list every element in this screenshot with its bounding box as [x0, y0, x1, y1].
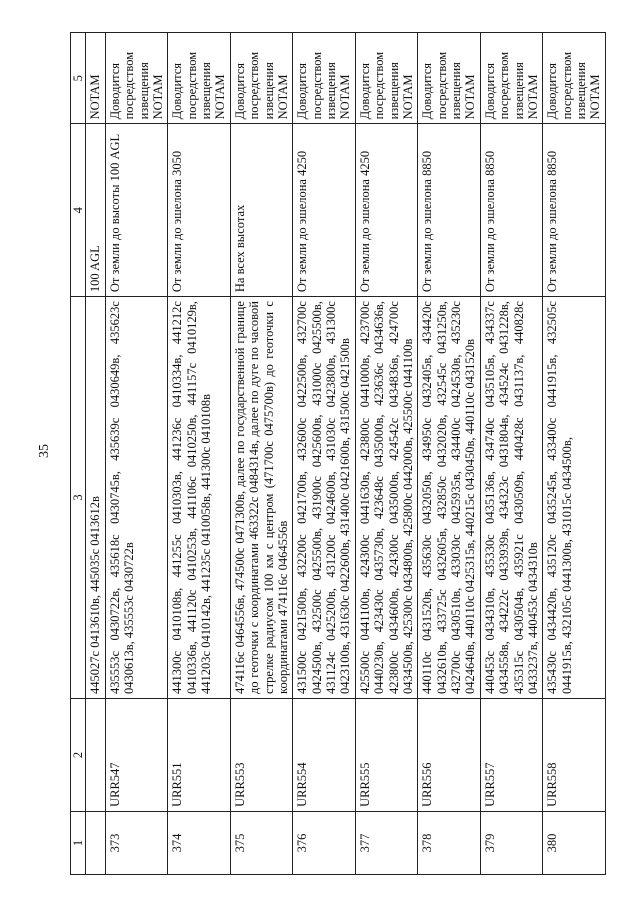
table-row — [105, 33, 168, 875]
zone-code: URR558 — [543, 698, 606, 811]
zone-altitude: От земли до эшелона 4250 — [293, 124, 356, 297]
zone-coordinates: 445027с 0413610в, 445035с 0413612в — [86, 297, 105, 699]
zone-code: URR547 — [105, 698, 168, 811]
zone-notice: Доводится посредством извещения NOTAM — [293, 33, 356, 124]
table-row — [543, 33, 606, 875]
zone-altitude: От земли до эшелона 8850 — [480, 124, 543, 297]
zone-coordinates: 441300с 0410108в, 441255с 0410303в, 441236с 0410334в, 441212с 0410336в, 441120с 0410253в, 441106с 0410250в, 441157с 0410129в, 441203с 0410142в, 441235с 0410058в, 441300с 0410108в — [168, 297, 231, 699]
table-row — [293, 33, 356, 875]
row-number: 380 — [543, 811, 606, 874]
zone-notice: NOTAM — [86, 33, 105, 124]
column-header: 5 — [71, 33, 86, 124]
table-row — [86, 33, 105, 875]
zone-notice: Доводится посредством извещения NOTAM — [105, 33, 168, 124]
restricted-zones-table — [70, 32, 606, 875]
row-number: 375 — [230, 811, 293, 874]
zone-code: URR551 — [168, 698, 231, 811]
column-header: 1 — [71, 811, 86, 874]
zone-altitude: На всех высотах — [230, 124, 293, 297]
table-row — [168, 33, 231, 875]
row-number: 378 — [418, 811, 481, 874]
zone-altitude: От земли до высоты 100 AGL — [105, 124, 168, 297]
column-header: 4 — [71, 124, 86, 297]
zone-altitude: От земли до эшелона 4250 — [355, 124, 418, 297]
document-table-container — [70, 32, 603, 875]
page-number: 35 — [37, 444, 52, 458]
zone-coordinates: 435553с 0430722в, 435618с 0430745в, 435639с 0430649в, 435623с 0430613в, 435553с 0430722в — [105, 297, 168, 699]
zone-code — [86, 698, 105, 811]
zone-notice: Доводится посредством извещения NOTAM — [418, 33, 481, 124]
table-header-row — [71, 33, 86, 875]
zone-altitude: От земли до эшелона 3050 — [168, 124, 231, 297]
zone-coordinates: 435430с 0434420в, 435120с 0435245в, 433400с 0441915в, 432505с 0441915в, 432105с 0441300в, 431015с 0434500в, — [543, 297, 606, 699]
row-number: 377 — [355, 811, 418, 874]
zone-altitude: От земли до эшелона 8850 — [418, 124, 481, 297]
zone-code: URR557 — [480, 698, 543, 811]
table-row — [355, 33, 418, 875]
row-number: 373 — [105, 811, 168, 874]
zone-altitude: 100 AGL — [86, 124, 105, 297]
zone-code: URR555 — [355, 698, 418, 811]
row-number: 379 — [480, 811, 543, 874]
zone-notice: Доводится посредством извещения NOTAM — [230, 33, 293, 124]
row-number: 376 — [293, 811, 356, 874]
zone-coordinates: 440453с 0434310в, 435330с 0435136в, 434740с 0435105в, 434337с 0434558в, 434222с 0433939в, 434323с 0431804в, 434524с 0431228в, 435315с 0430504в, 435921с 0430509в, 440428с 0431137в, 440828с 0433237в, 440453с 0434310в — [480, 297, 543, 699]
column-header: 2 — [71, 698, 86, 811]
zone-notice: Доводится посредством извещения NOTAM — [543, 33, 606, 124]
zone-coordinates: 440110с 0431520в, 435630с 0432050в, 434950с 0432405в, 434420с 0432610в, 433725с 0432605в, 432850с 0432020в, 432545с 0431250в, 432700с 0430510в, 433030с 0425935в, 434400с 0424530в, 435230с 0424640в, 440110с 0425315в, 440215с 0430450в, 440110с 0431520в — [418, 297, 481, 699]
zone-coordinates: 474116с 0464556в, 474500с 0471300в, далее по государственной границе до геоточки с координатами 463322с 0484314в, далее по дуге по часовой стрелке радиусом 100 км с центром (471700с 0475700в) до геоточки с координатами 474116с 0464556в — [230, 297, 293, 699]
column-header: 3 — [71, 297, 86, 699]
zone-notice: Доводится посредством извещения NOTAM — [355, 33, 418, 124]
zone-code: URR556 — [418, 698, 481, 811]
row-number: 374 — [168, 811, 231, 874]
zone-coordinates: 431500с 0421500в, 432200с 0421700в, 432600с 0422500в, 432700с 0424500в, 432500с 0425500в, 431900с 0425600в, 431000с 0425500в, 431124с 0425200в, 431200с 0424600в, 431030с 0423800в, 431300с 0423100в, 431630с 0422600в, 431400с 0421600в, 431500с 0421500в — [293, 297, 356, 699]
zone-altitude: От земли до эшелона 8850 — [543, 124, 606, 297]
zone-code: URR553 — [230, 698, 293, 811]
zone-notice: Доводится посредством извещения NOTAM — [480, 33, 543, 124]
zone-code: URR554 — [293, 698, 356, 811]
zone-coordinates: 425500с 0441100в, 424300с 0441630в, 423800с 0441000в, 423700с 0440230в, 423430с 0435730в, 423648с 0435000в, 423636с 0434636в, 423800с 0434600в, 424300с 0435000в, 424542с 0434836в, 424700с 0434500в, 425300с 0434800в, 425800с 0442000в, 425500с 0441100в — [355, 297, 418, 699]
zone-notice: Доводится посредством извещения NOTAM — [168, 33, 231, 124]
table-row — [230, 33, 293, 875]
row-number — [86, 811, 105, 874]
table-row — [418, 33, 481, 875]
table-row — [480, 33, 543, 875]
